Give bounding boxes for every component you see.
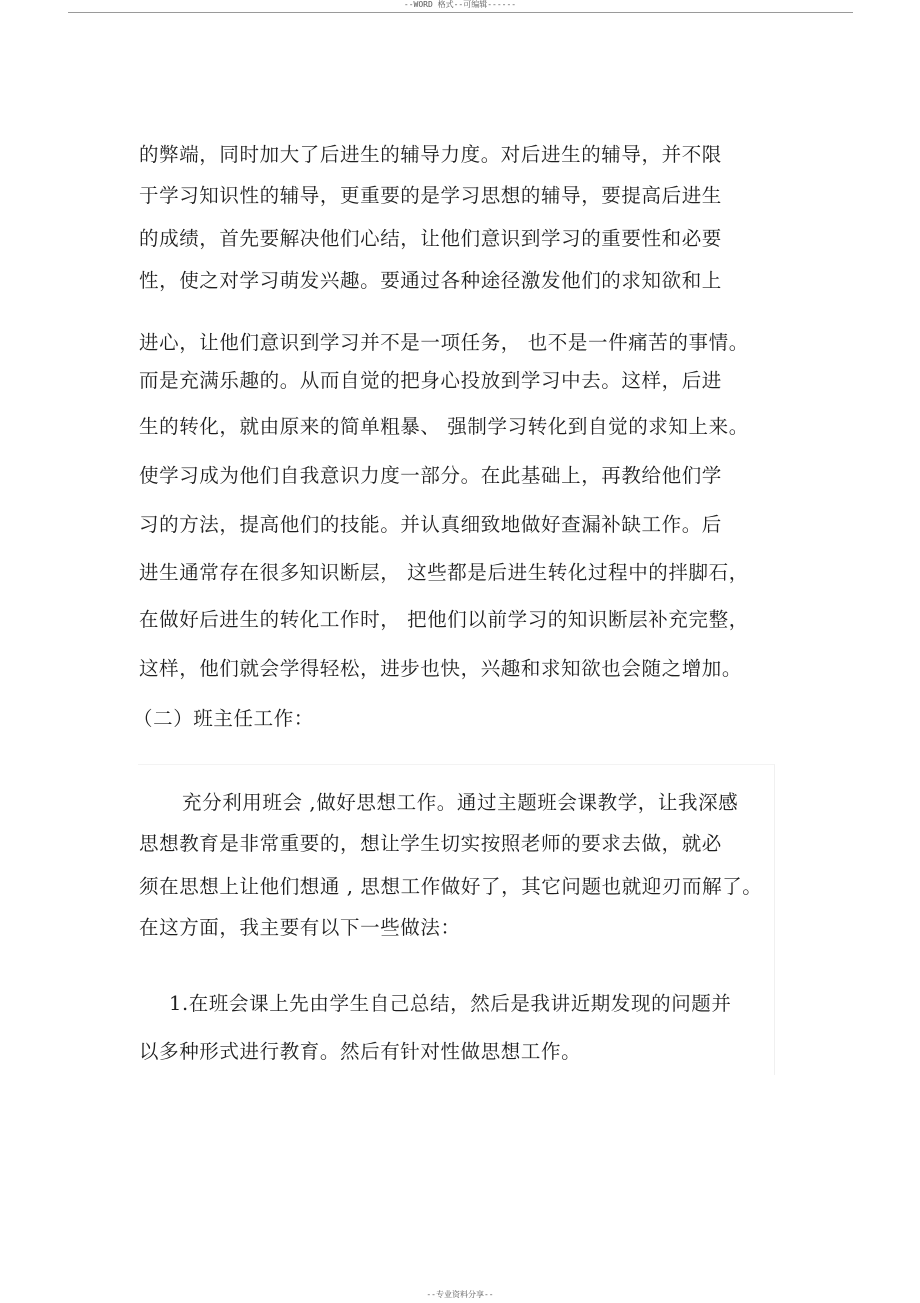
body-line: 于学习知识性的辅导，更重要的是学习思想的辅导，要提高后进生 bbox=[139, 184, 722, 207]
body-line: 须在思想上让他们想通 , 思想工作做好了，其它问题也就迎刃而解了。 bbox=[139, 875, 763, 898]
body-line: 充分利用班会 ,做好思想工作。通过主题班会课教学，让我深感 bbox=[182, 791, 739, 814]
body-line: 习的方法，提高他们的技能。并认真细致地做好查漏补缺工作。后 bbox=[139, 513, 722, 536]
list-item-continuation: 以多种形式进行教育。然后有针对性做思想工作。 bbox=[139, 1040, 582, 1063]
header-divider bbox=[68, 12, 853, 13]
body-line: 在做好后进生的转化工作时， 把他们以前学习的知识断层补充完整， bbox=[139, 608, 749, 631]
body-line: 在这方面，我主要有以下一些做法： bbox=[139, 916, 461, 939]
page-footer: --专业资料分享-- bbox=[426, 1290, 494, 1299]
body-line: 的成绩，首先要解决他们心结，让他们意识到学习的重要性和必要 bbox=[139, 227, 722, 250]
body-line: 生的转化，就由原来的简单粗暴、 强制学习转化到自觉的求知上来。 bbox=[139, 415, 749, 438]
page-header: --WORD 格式--可编辑------ bbox=[403, 0, 517, 9]
body-line: 进心，让他们意识到学习并不是一项任务， 也不是一件痛苦的事情。 bbox=[139, 331, 749, 354]
body-line: 而是充满乐趣的。从而自觉的把身心投放到学习中去。这样，后进 bbox=[139, 369, 722, 392]
body-line: 思想教育是非常重要的，想让学生切实按照老师的要求去做，就必 bbox=[139, 832, 722, 855]
body-line: 进生通常存在很多知识断层， 这些都是后进生转化过程中的拌脚石， bbox=[139, 561, 749, 584]
section-heading: （二）班主任工作： bbox=[133, 707, 314, 730]
body-line: 这样，他们就会学得轻松，进步也快，兴趣和求知欲也会随之增加。 bbox=[139, 657, 743, 680]
body-line: 的弊端，同时加大了后进生的辅导力度。对后进生的辅导，并不限 bbox=[139, 143, 722, 166]
body-line: 性，使之对学习萌发兴趣。要通过各种途径激发他们的求知欲和上 bbox=[139, 269, 722, 292]
list-item: 1.在班会课上先由学生自己总结，然后是我讲近期发现的问题并 bbox=[169, 992, 732, 1015]
body-line: 使学习成为他们自我意识力度一部分。在此基础上，再教给他们学 bbox=[139, 464, 722, 487]
